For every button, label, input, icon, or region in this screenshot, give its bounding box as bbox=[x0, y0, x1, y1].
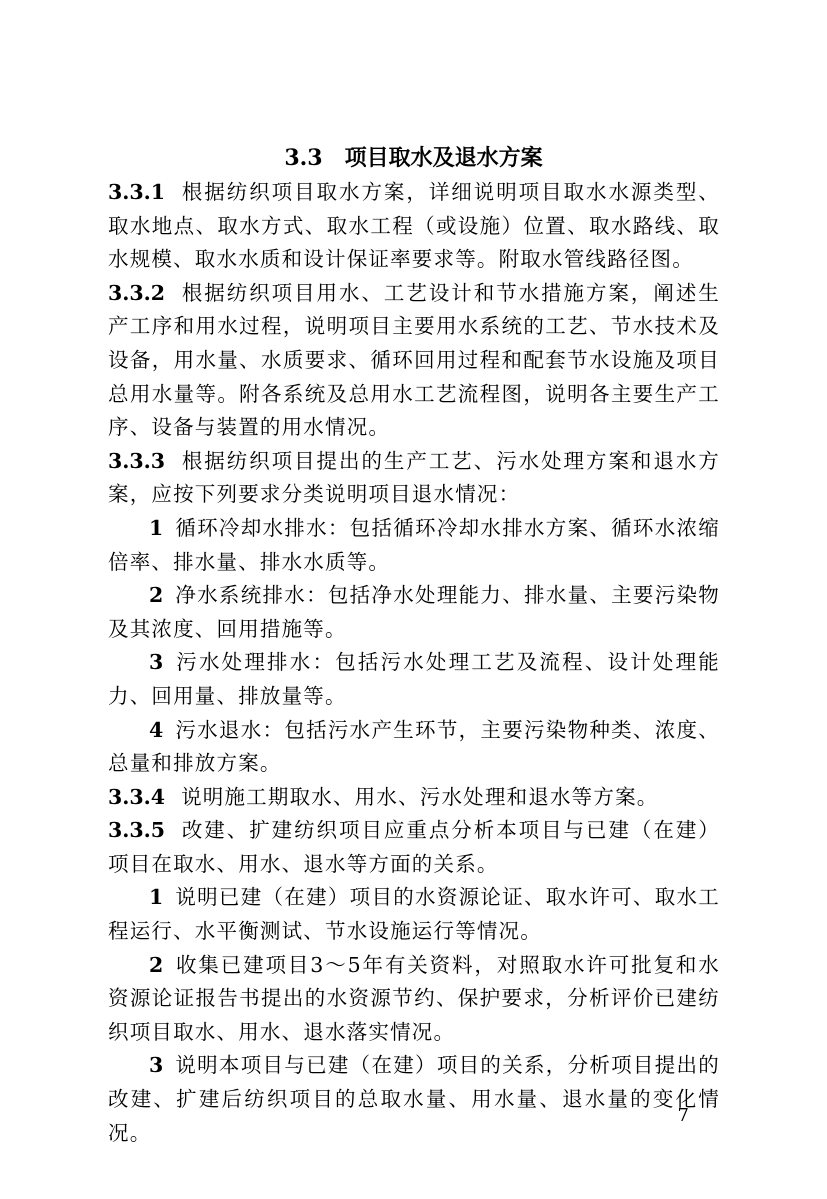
item-number: 3 bbox=[149, 1053, 164, 1078]
item-number: 3 bbox=[149, 650, 164, 675]
list-item bbox=[108, 714, 720, 781]
clause-3-3-2 bbox=[108, 277, 720, 445]
clause-text: 说明施工期取水、用水、污水处理和退水等方案。 bbox=[181, 784, 659, 809]
item-text: 说明已建（在建）项目的水资源论证、取水许可、取水工程运行、水平衡测试、节水设施运行等情况。 bbox=[108, 885, 720, 944]
clause-number: 3.3.4 bbox=[108, 784, 166, 809]
list-item bbox=[108, 881, 720, 948]
clause-3-3-1 bbox=[108, 176, 720, 277]
item-text: 净水系统排水：包括净水处理能力、排水量、主要污染物及其浓度、回用措施等。 bbox=[108, 583, 720, 641]
page-number: 7 bbox=[677, 1105, 689, 1126]
item-text: 收集已建项目3～5年有关资料，对照取水许可批复和水资源论证报告书提出的水资源节约、保护要求，分析评价已建纺织项目取水、用水、退水落实情况。 bbox=[108, 952, 720, 1044]
clause-text: 根据纺织项目用水、工艺设计和节水措施方案，阐述生产工序和用水过程，说明项目主要用水系统的工艺、节水技术及设备，用水量、水质要求、循环回用过程和配套节水设施及项目总用水量等。附各系统及总用水工艺流程图，说明各主要生产工序、设备与装置的用水情况。 bbox=[108, 280, 720, 440]
clause-number: 3.3.2 bbox=[108, 280, 166, 305]
list-item bbox=[108, 949, 720, 1050]
clause-text: 根据纺织项目提出的生产工艺、污水处理方案和退水方案，应按下列要求分类说明项目退水情况： bbox=[108, 448, 720, 507]
item-number: 1 bbox=[149, 885, 164, 910]
clause-text: 根据纺织项目取水方案，详细说明项目取水水源类型、取水地点、取水方式、取水工程（或设施）位置、取水路线、取水规模、取水水质和设计保证率要求等。附取水管线路径图。 bbox=[108, 180, 720, 272]
item-text: 说明本项目与已建（在建）项目的关系，分析项目提出的改建、扩建后纺织项目的总取水量、用水量、退水量的变化情况。 bbox=[108, 1053, 720, 1145]
section-title bbox=[0, 142, 827, 174]
list-item bbox=[108, 579, 720, 646]
section-body bbox=[108, 176, 720, 1150]
item-number: 2 bbox=[149, 583, 164, 608]
clause-number: 3.3.1 bbox=[108, 180, 166, 204]
clause-text: 改建、扩建纺织项目应重点分析本项目与已建（在建）项目在取水、用水、退水等方面的关系。 bbox=[108, 818, 720, 876]
list-item bbox=[108, 646, 720, 713]
section-title-number: 3.3 bbox=[284, 145, 323, 172]
item-number: 2 bbox=[149, 952, 164, 977]
section-title-text: 项目取水及退水方案 bbox=[344, 145, 543, 172]
item-text: 污水处理排水：包括污水处理工艺及流程、设计处理能力、回用量、排放量等。 bbox=[108, 650, 720, 708]
item-number: 4 bbox=[149, 717, 164, 742]
clause-number: 3.3.3 bbox=[108, 448, 166, 473]
item-text: 污水退水：包括污水产生环节，主要污染物种类、浓度、总量和排放方案。 bbox=[108, 717, 720, 776]
clause-3-3-3 bbox=[108, 445, 720, 512]
clause-3-3-4 bbox=[108, 781, 720, 815]
list-item bbox=[108, 1049, 720, 1150]
item-text: 循环冷却水排水：包括循环冷却水排水方案、循环水浓缩倍率、排水量、排水水质等。 bbox=[108, 515, 720, 574]
list-item bbox=[108, 512, 720, 579]
clause-3-3-5 bbox=[108, 814, 720, 881]
item-number: 1 bbox=[149, 515, 164, 540]
clause-number: 3.3.5 bbox=[108, 818, 166, 843]
